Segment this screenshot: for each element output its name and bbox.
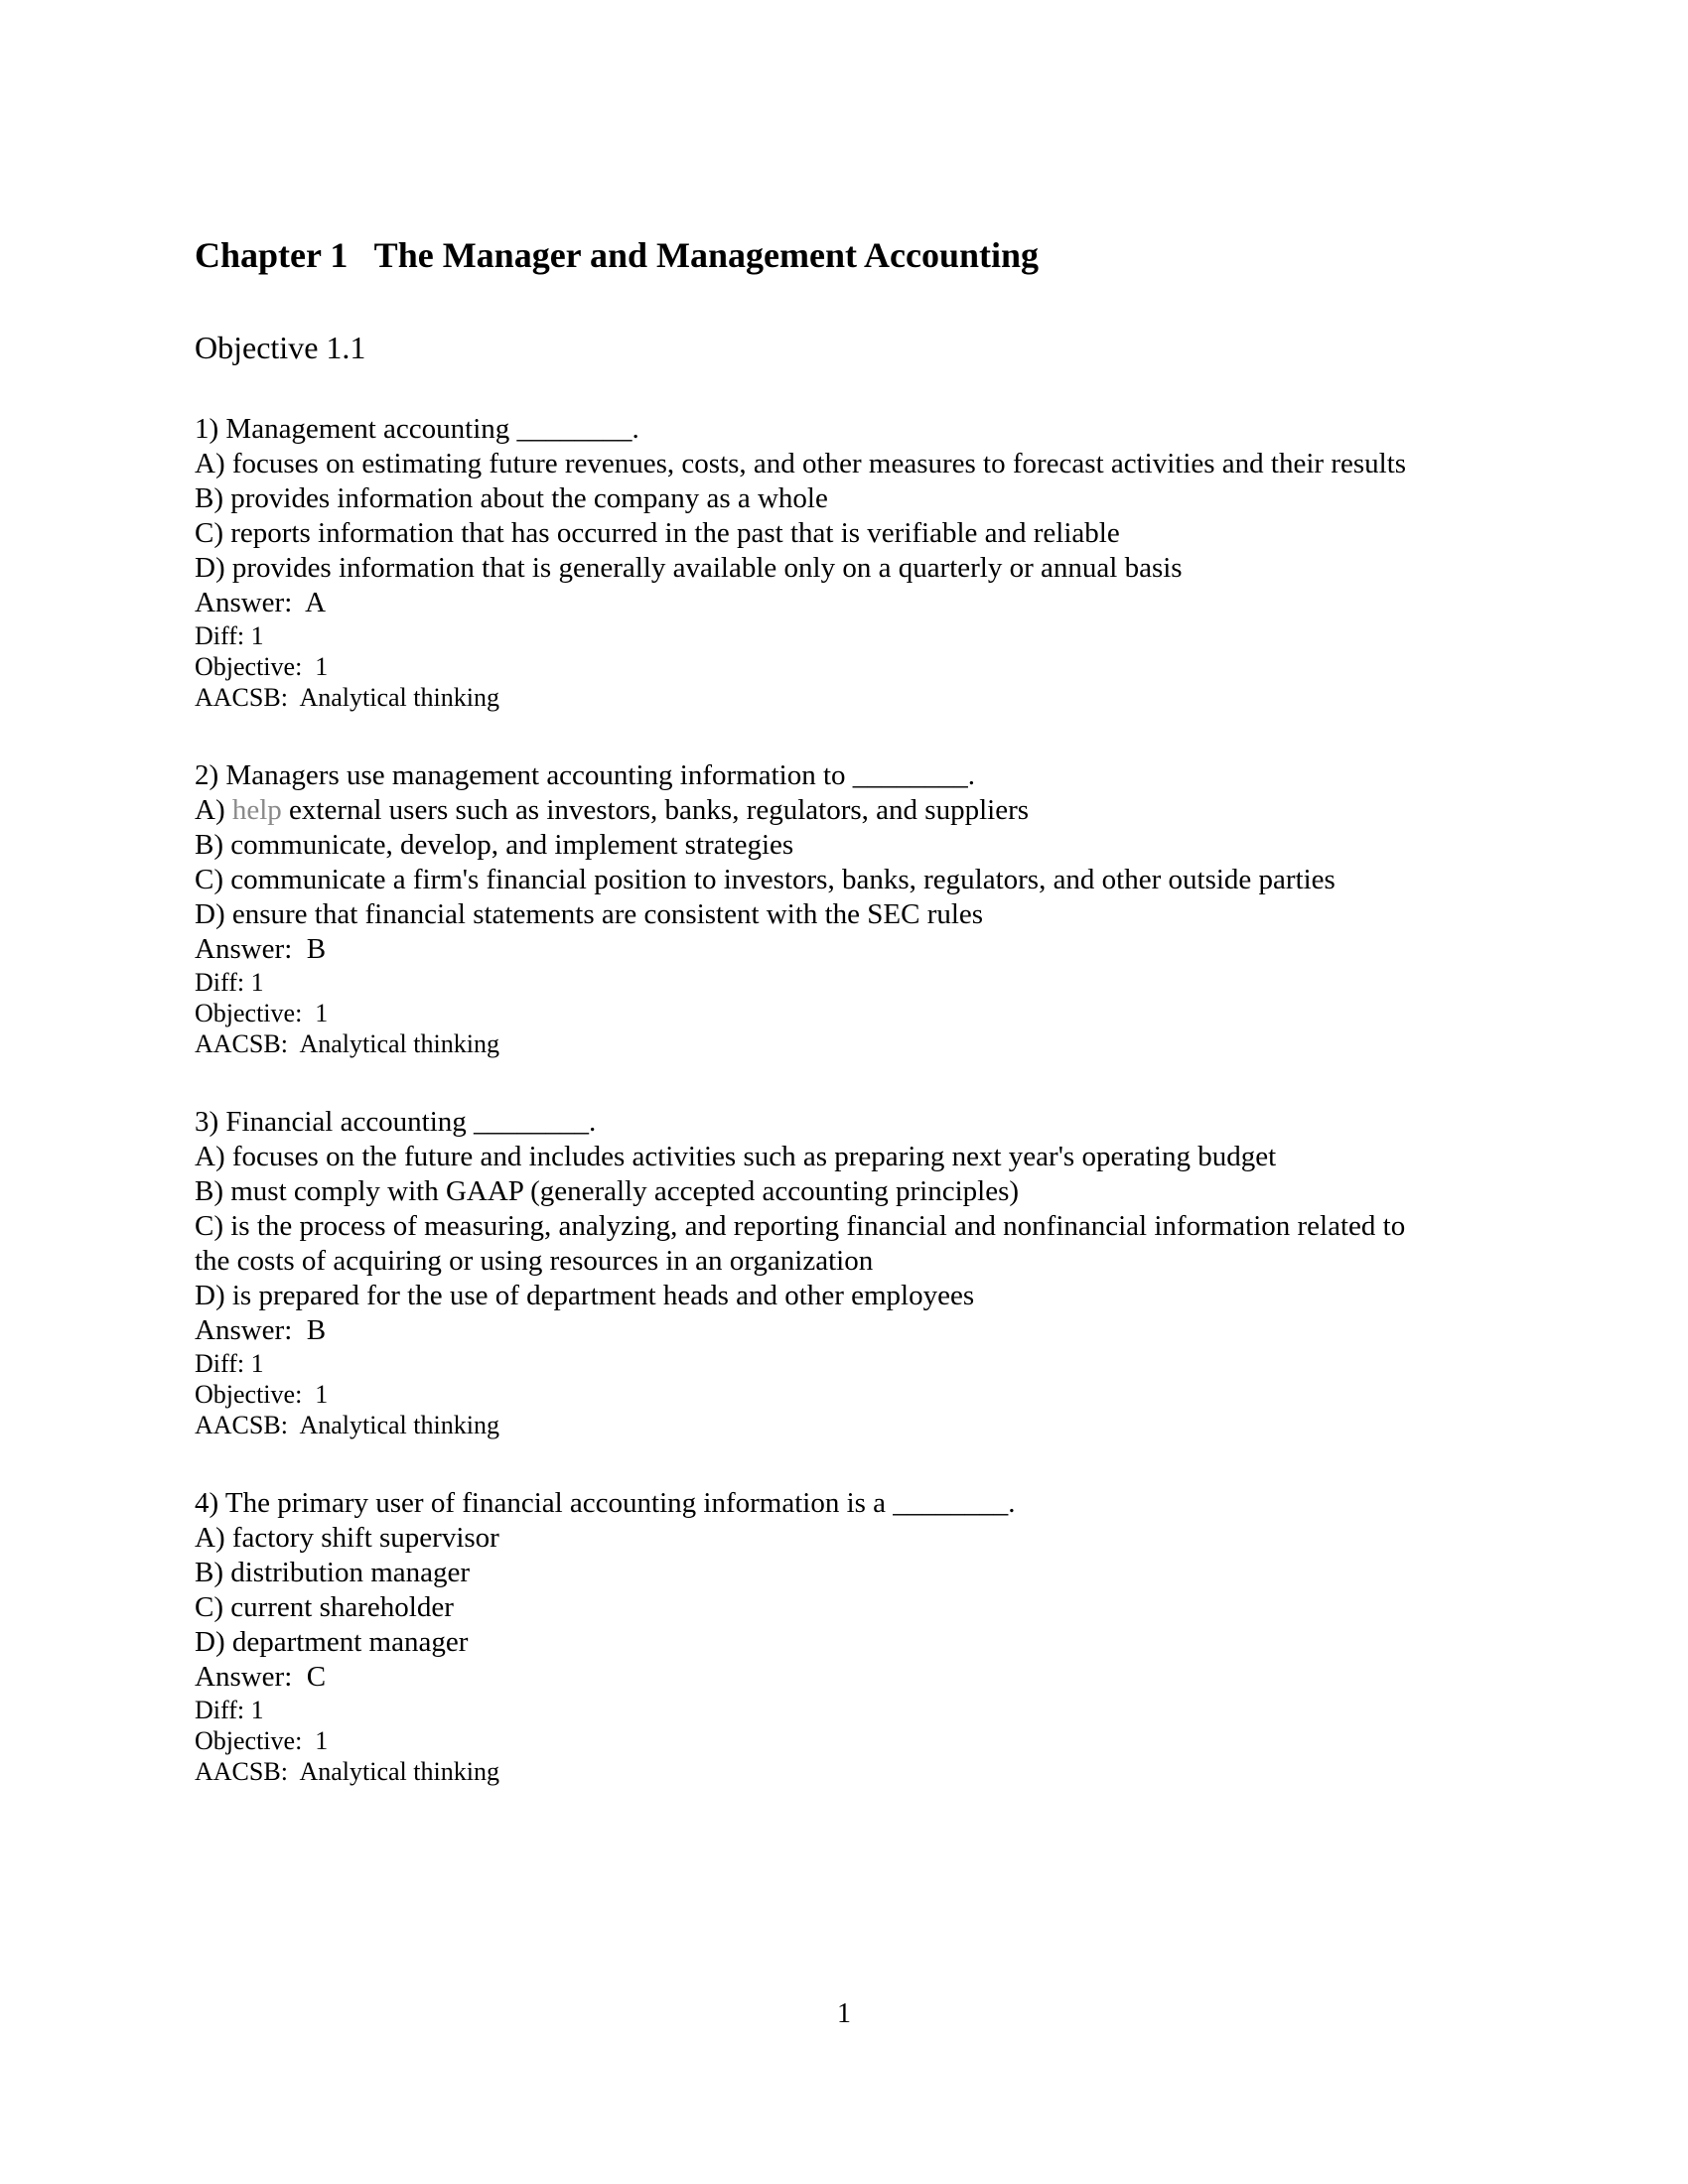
objective-line: Objective: 1 xyxy=(195,999,329,1027)
choice-text: A) xyxy=(195,794,232,826)
choice-text: C) reports information that has occurred in the past that is verifiable and reliable xyxy=(195,517,1120,549)
objective-heading: Objective 1.1 xyxy=(195,330,366,365)
choice-text: B) distribution manager xyxy=(195,1557,471,1588)
choice-text: A) focuses on estimating future revenues, costs, and other measures to forecast activities and their results xyxy=(195,448,1407,479)
choice-text: B) must comply with GAAP (generally accepted accounting principles) xyxy=(195,1175,1020,1207)
answer-line: Answer: A xyxy=(195,587,327,618)
question-stem: 1) Management accounting ________. xyxy=(195,413,639,445)
choice-text: D) ensure that financial statements are consistent with the SEC rules xyxy=(195,898,984,930)
choice-list xyxy=(195,793,1426,932)
aacsb-line: AACSB: Analytical thinking xyxy=(195,1411,499,1439)
objective-line: Objective: 1 xyxy=(195,1726,329,1755)
choice-text: D) provides information that is generally available only on a quarterly or annual basis xyxy=(195,552,1183,584)
question-block xyxy=(195,758,1426,1059)
choice-text: external users such as investors, banks, regulators, and suppliers xyxy=(281,794,1030,826)
diff-line: Diff: 1 xyxy=(195,1696,264,1724)
choice-text: C) communicate a firm's financial position to investors, banks, regulators, and other outside parties xyxy=(195,864,1336,895)
choice-text: B) communicate, develop, and implement strategies xyxy=(195,829,794,861)
question-block xyxy=(195,412,1426,713)
answer-line: Answer: C xyxy=(195,1661,327,1693)
choice-line xyxy=(195,1521,1426,1556)
choice-list xyxy=(195,1140,1426,1313)
choice-line xyxy=(195,897,1426,932)
diff-line: Diff: 1 xyxy=(195,968,264,997)
choice-line xyxy=(195,481,1426,516)
question-block xyxy=(195,1105,1426,1440)
choice-line xyxy=(195,1590,1426,1625)
chapter-title: Chapter 1 The Manager and Management Accounting xyxy=(195,235,1040,275)
choice-text: A) factory shift supervisor xyxy=(195,1522,499,1554)
page-content xyxy=(195,233,1426,1787)
page-number: 1 xyxy=(837,1998,851,2029)
choice-line xyxy=(195,551,1426,586)
diff-line: Diff: 1 xyxy=(195,621,264,650)
aacsb-line: AACSB: Analytical thinking xyxy=(195,683,499,712)
answer-line: Answer: B xyxy=(195,1314,327,1346)
objective-line: Objective: 1 xyxy=(195,1380,329,1409)
questions xyxy=(195,412,1426,1787)
question-stem: 3) Financial accounting ________. xyxy=(195,1106,597,1138)
question-block xyxy=(195,1486,1426,1787)
choice-text: A) focuses on the future and includes activities such as preparing next year's operating budget xyxy=(195,1141,1277,1172)
choice-text: B) provides information about the company as a whole xyxy=(195,482,828,514)
choice-line xyxy=(195,1209,1426,1279)
choice-line xyxy=(195,863,1426,897)
diff-line: Diff: 1 xyxy=(195,1349,264,1378)
choice-line xyxy=(195,793,1426,828)
choice-line xyxy=(195,1140,1426,1174)
choice-text: C) current shareholder xyxy=(195,1591,454,1623)
choice-list xyxy=(195,1521,1426,1660)
choice-line xyxy=(195,1279,1426,1313)
choice-list xyxy=(195,447,1426,586)
choice-line xyxy=(195,1625,1426,1660)
choice-line xyxy=(195,447,1426,481)
choice-line xyxy=(195,1174,1426,1209)
objective-line: Objective: 1 xyxy=(195,652,329,681)
aacsb-line: AACSB: Analytical thinking xyxy=(195,1029,499,1058)
aacsb-line: AACSB: Analytical thinking xyxy=(195,1757,499,1786)
choice-text: D) department manager xyxy=(195,1626,469,1658)
choice-text: D) is prepared for the use of department heads and other employees xyxy=(195,1280,975,1311)
muted-word: help xyxy=(231,794,282,826)
choice-text: C) is the process of measuring, analyzing, and reporting financial and nonfinancial information related to the costs of acquiring or using resources in an organization xyxy=(195,1210,1413,1277)
answer-line: Answer: B xyxy=(195,933,327,965)
choice-line xyxy=(195,516,1426,551)
question-stem: 2) Managers use management accounting information to ________. xyxy=(195,759,976,791)
question-stem: 4) The primary user of financial accounting information is a ________. xyxy=(195,1487,1016,1519)
choice-line xyxy=(195,1556,1426,1590)
choice-line xyxy=(195,828,1426,863)
